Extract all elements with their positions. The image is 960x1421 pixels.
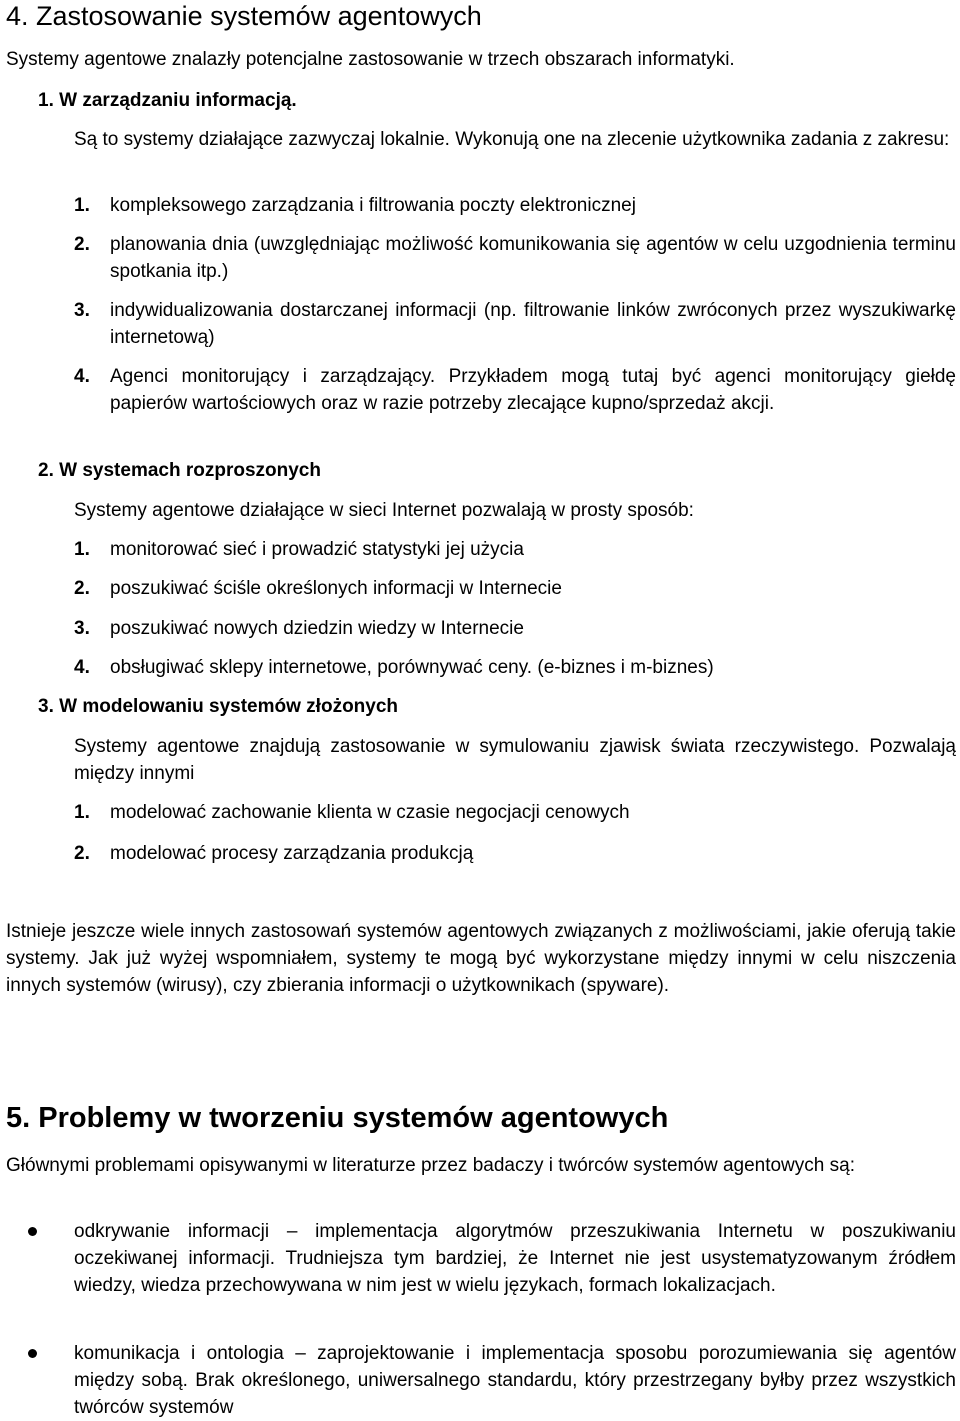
item-text: kompleksowego zarządzania i filtrowania poczty elektronicznej bbox=[110, 195, 636, 216]
area-3-number: 3. bbox=[38, 696, 54, 717]
bullet-icon bbox=[28, 1227, 37, 1236]
area-1-number: 1. bbox=[38, 90, 54, 111]
item-number: 2. bbox=[74, 843, 90, 864]
area-3-heading bbox=[38, 693, 738, 720]
section-4-heading: 4. Zastosowanie systemów agentowych bbox=[6, 1, 482, 31]
section-4-intro: Systemy agentowe znalazły potencjalne zastosowanie w trzech obszarach informatyki. bbox=[6, 49, 735, 70]
area-2-heading bbox=[38, 457, 738, 484]
item-text: poszukiwać ściśle określonych informacji w Internecie bbox=[110, 578, 562, 599]
problem-bullet-item: komunikacja i ontologia – zaprojektowanie i implementacja sposobu porozumiewania się agentów między sobą. Brak określonego, uniwersalnego standardu, który przestrzegany byłby przez wszystkich twórców systemów bbox=[74, 1343, 956, 1418]
section-5-intro: Głównymi problemami opisywanymi w literaturze przez badaczy i twórców systemów agentowych są: bbox=[6, 1155, 855, 1176]
problem-bullet-item: odkrywanie informacji – implementacja algorytmów przeszukiwania Internetu w poszukiwaniu oczekiwanej informacji. Trudniejsza tym bardziej, że Internet nie jest usystematyzowanym źródłem wiedzy, wiedza przechowywana w nim jest w wielu językach, formach lokalizacjach. bbox=[74, 1221, 956, 1296]
item-number: 2. bbox=[74, 234, 90, 255]
item-text: modelować zachowanie klienta w czasie negocjacji cenowych bbox=[110, 802, 630, 823]
item-number: 1. bbox=[74, 539, 90, 560]
area-1-item bbox=[74, 363, 956, 417]
item-text: planowania dnia (uwzględniając możliwość komunikowania się agentów w celu uzgodnienia terminu spotkania itp.) bbox=[110, 234, 956, 282]
section-5-heading: 5. Problemy w tworzeniu systemów agentowych bbox=[6, 1102, 669, 1134]
item-number: 4. bbox=[74, 366, 90, 387]
area-3-title: W modelowaniu systemów złożonych bbox=[59, 696, 399, 717]
area-2-number: 2. bbox=[38, 460, 54, 481]
item-number: 2. bbox=[74, 578, 90, 599]
area-1-heading bbox=[38, 87, 738, 114]
bullet-icon bbox=[28, 1349, 37, 1358]
item-text: indywidualizowania dostarczanej informacji (np. filtrowanie linków zwróconych przez wyszukiwarkę internetową) bbox=[110, 300, 956, 348]
area-3-item bbox=[74, 840, 956, 867]
item-number: 1. bbox=[74, 195, 90, 216]
area-2-item bbox=[74, 615, 956, 642]
area-1-item bbox=[74, 297, 956, 351]
item-text: Agenci monitorujący i zarządzający. Przykładem mogą tutaj być agenci monitorujący giełdę papierów wartościowych oraz w razie potrzeby zlecające kupno/sprzedaż akcji. bbox=[110, 366, 956, 414]
section-4-closing: Istnieje jeszcze wiele innych zastosowań systemów agentowych związanych z możliwościami, jakie oferują takie systemy. Jak już wyżej wspomniałem, systemy te mogą być wykorzystane między innymi w celu niszczenia innych systemów (wirusy), czy zbierania informacji o użytkownikach (spyware). bbox=[6, 921, 956, 996]
area-1-description: Są to systemy działające zazwyczaj lokalnie. Wykonują one na zlecenie użytkownika zadania z zakresu: bbox=[74, 129, 950, 150]
area-2-item bbox=[74, 654, 956, 681]
item-text: monitorować sieć i prowadzić statystyki jej użycia bbox=[110, 539, 524, 560]
area-2-title: W systemach rozproszonych bbox=[59, 460, 321, 481]
area-3-description: Systemy agentowe znajdują zastosowanie w symulowaniu zjawisk świata rzeczywistego. Pozwalają między innymi bbox=[74, 736, 956, 784]
area-1-title: W zarządzaniu informacją. bbox=[59, 90, 297, 111]
area-1-item bbox=[74, 192, 956, 219]
area-2-item bbox=[74, 575, 956, 602]
item-number: 1. bbox=[74, 802, 90, 823]
item-number: 4. bbox=[74, 657, 90, 678]
item-text: obsługiwać sklepy internetowe, porównywać ceny. (e-biznes i m-biznes) bbox=[110, 657, 714, 678]
area-2-item bbox=[74, 536, 956, 563]
area-3-item bbox=[74, 799, 956, 826]
item-text: poszukiwać nowych dziedzin wiedzy w Internecie bbox=[110, 618, 524, 639]
area-1-item bbox=[74, 231, 956, 285]
area-2-description: Systemy agentowe działające w sieci Internet pozwalają w prosty sposób: bbox=[74, 500, 694, 521]
item-number: 3. bbox=[74, 618, 90, 639]
item-number: 3. bbox=[74, 300, 90, 321]
item-text: modelować procesy zarządzania produkcją bbox=[110, 843, 474, 864]
